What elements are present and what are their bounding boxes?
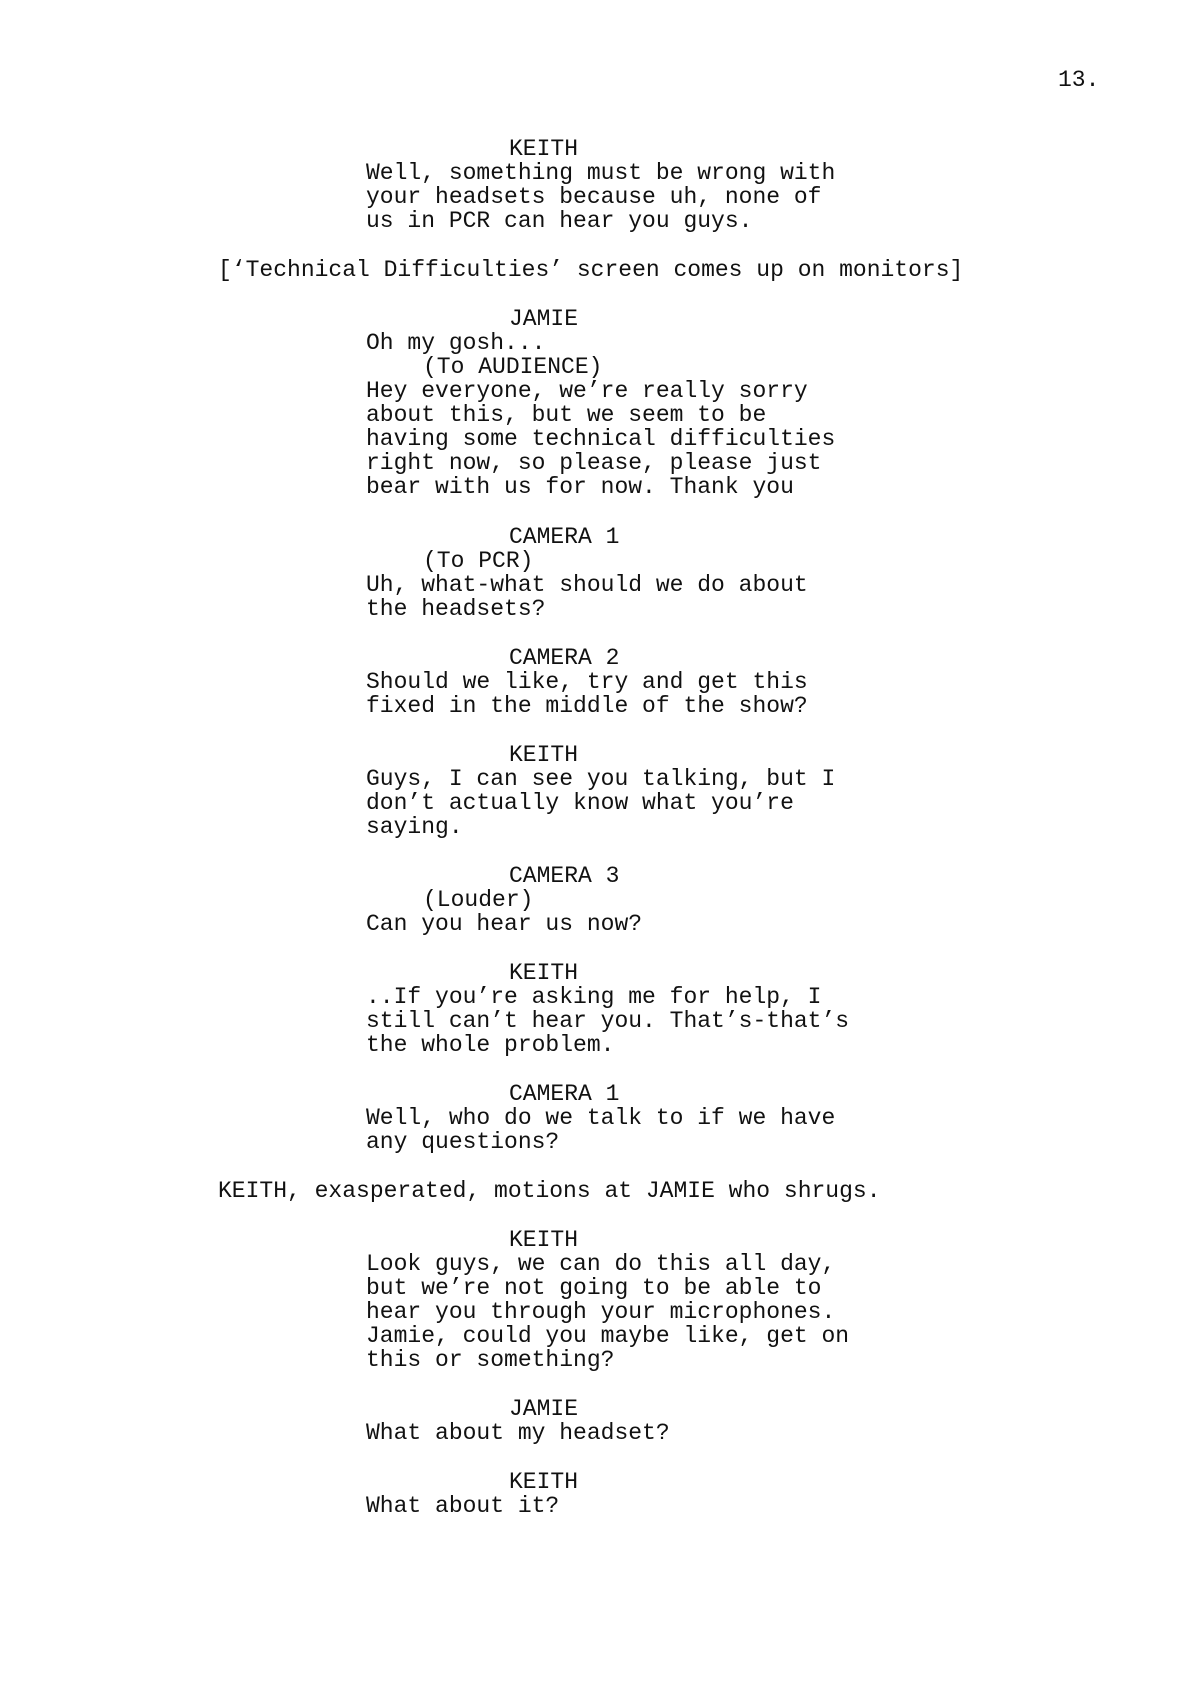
- dialogue-line: Jamie, could you maybe like, get on: [366, 1323, 850, 1349]
- dialogue-line: the headsets?: [366, 596, 546, 622]
- dialogue-line: Uh, what-what should we do about: [366, 572, 808, 598]
- action-line: [‘Technical Difficulties’ screen comes up on monitors]: [218, 257, 964, 283]
- dialogue-line: Well, who do we talk to if we have: [366, 1105, 836, 1131]
- dialogue-line: Oh my gosh...: [366, 330, 546, 356]
- character-name: CAMERA 2: [509, 645, 620, 671]
- dialogue-line: us in PCR can hear you guys.: [366, 208, 753, 234]
- dialogue-line: Well, something must be wrong with: [366, 160, 836, 186]
- action-line: KEITH, exasperated, motions at JAMIE who shrugs.: [218, 1178, 881, 1204]
- parenthetical: (To AUDIENCE): [423, 354, 603, 380]
- dialogue-line: bear with us for now. Thank you: [366, 474, 794, 500]
- dialogue-line: fixed in the middle of the show?: [366, 693, 808, 719]
- dialogue-line: any questions?: [366, 1129, 560, 1155]
- dialogue-line: but we’re not going to be able to: [366, 1275, 822, 1301]
- dialogue-line: What about it?: [366, 1493, 560, 1519]
- character-name: KEITH: [509, 742, 579, 768]
- character-name: JAMIE: [509, 1396, 579, 1422]
- character-name: KEITH: [509, 1469, 579, 1495]
- dialogue-line: having some technical difficulties: [366, 426, 836, 452]
- dialogue-line: this or something?: [366, 1347, 615, 1373]
- dialogue-line: Hey everyone, we’re really sorry: [366, 378, 808, 404]
- dialogue-line: Can you hear us now?: [366, 911, 643, 937]
- character-name: CAMERA 3: [509, 863, 620, 889]
- dialogue-line: about this, but we seem to be: [366, 402, 767, 428]
- character-name: JAMIE: [509, 306, 579, 332]
- dialogue-line: Should we like, try and get this: [366, 669, 808, 695]
- dialogue-line: the whole problem.: [366, 1032, 615, 1058]
- dialogue-line: still can’t hear you. That’s-that’s: [366, 1008, 850, 1034]
- dialogue-line: Look guys, we can do this all day,: [366, 1251, 836, 1277]
- parenthetical: (Louder): [423, 887, 534, 913]
- character-name: KEITH: [509, 960, 579, 986]
- parenthetical: (To PCR): [423, 548, 534, 574]
- character-name: KEITH: [509, 1227, 579, 1253]
- dialogue-line: saying.: [366, 814, 463, 840]
- page-number: 13.: [1058, 67, 1100, 93]
- dialogue-line: ..If you’re asking me for help, I: [366, 984, 822, 1010]
- dialogue-line: What about my headset?: [366, 1420, 670, 1446]
- dialogue-line: right now, so please, please just: [366, 450, 822, 476]
- character-name: CAMERA 1: [509, 524, 620, 550]
- dialogue-line: Guys, I can see you talking, but I: [366, 766, 836, 792]
- character-name: KEITH: [509, 136, 579, 162]
- character-name: CAMERA 1: [509, 1081, 620, 1107]
- dialogue-line: hear you through your microphones.: [366, 1299, 836, 1325]
- dialogue-line: don’t actually know what you’re: [366, 790, 794, 816]
- dialogue-line: your headsets because uh, none of: [366, 184, 822, 210]
